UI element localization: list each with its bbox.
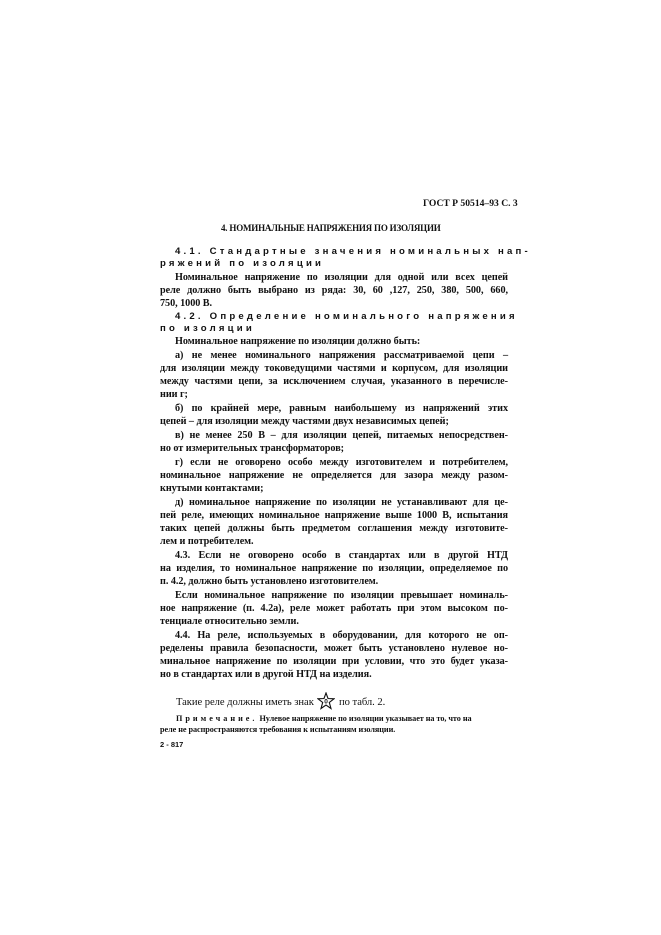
paragraph-line: п. 4.2, должно быть установлено изготовителем. (160, 576, 379, 587)
marking-text-before: Такие реле должны иметь знак (176, 697, 314, 708)
paragraph-line: Номинальное напряжение по изоляции для одной или всех цепей (175, 272, 508, 283)
clause-4-1-heading: 4.1. Стандартные значения номинальных нап- (175, 246, 531, 257)
section-title: 4. НОМИНАЛЬНЫЕ НАПРЯЖЕНИЯ ПО ИЗОЛЯЦИИ (221, 223, 441, 233)
svg-text:0: 0 (324, 698, 329, 706)
paragraph-line: на изделия, то номинальное напряжение по изоляции, определяемое по (160, 563, 508, 574)
paragraph-line: тенциале относительно земли. (160, 616, 299, 627)
paragraph-line: ределены правила безопасности, может быть установлено нулевое но- (160, 643, 508, 654)
note-text-2: реле не распространяются требования к испытаниям изоляции. (160, 725, 396, 734)
note-label: Примечание. (176, 714, 258, 723)
clause-4-2-heading: 4.2. Определение номинального напряжения (175, 311, 518, 322)
marking-text-after: по табл. 2. (339, 697, 386, 708)
clause-4-3: 4.3. Если не оговорено особо в стандартах или в другой НТД (175, 550, 508, 561)
list-item-a: а) не менее номинального напряжения рассматриваемой цепи – (175, 350, 508, 361)
paragraph-line: Если номинальное напряжение по изоляции превышает номиналь- (175, 590, 508, 601)
star-zero-symbol-icon (317, 692, 335, 710)
list-item-d: д) номинальное напряжение по изоляции не устанавливают для це- (175, 497, 508, 508)
paragraph-line: номинальное напряжение не определяется для зазора между разом- (160, 470, 508, 481)
paragraph-line: пей реле, имеющих номинальное напряжение выше 1000 В, испытания (160, 510, 508, 521)
list-item-b: б) по крайней мере, равным наибольшему из напряжений этих (175, 403, 508, 414)
paragraph-line: цепей – для изоляции между частями двух независимых цепей; (160, 416, 449, 427)
paragraph-line: лем и потребителем. (160, 536, 254, 547)
clause-4-1-heading-cont: ряжений по изоляции (160, 258, 325, 269)
paragraph-line: но в стандартах или в другой НТД на изделия. (160, 669, 372, 680)
standard-reference: ГОСТ Р 50514–93 С. 3 (423, 198, 518, 209)
paragraph-line: таких цепей должны быть предметом соглашения между изготовите- (160, 523, 508, 534)
list-item-g: г) если не оговорено особо между изготовителем и потребителем, (175, 457, 508, 468)
paragraph-line: реле должно быть выбрано из ряда: 30, 60 ,127, 250, 380, 500, 660, (160, 285, 508, 296)
clause-4-2-heading-cont: по изоляции (160, 323, 255, 334)
page-code: 2 - 817 (160, 740, 184, 749)
paragraph-line: для изоляции между токоведущими частями и корпусом, для изоляции (160, 363, 508, 374)
note-text-1: Нулевое напряжение по изоляции указывает на то, что на (259, 714, 472, 723)
paragraph-line: 750, 1000 В. (160, 298, 213, 309)
marking-statement (176, 692, 385, 710)
paragraph-line: Номинальное напряжение по изоляции должно быть: (175, 336, 421, 347)
paragraph-line: нии г; (160, 389, 188, 400)
clause-4-4: 4.4. На реле, используемых в оборудовании, для которого не оп- (175, 630, 508, 641)
paragraph-line: ное напряжение (п. 4.2а), реле может работать при этом высоком по- (160, 603, 508, 614)
list-item-v: в) не менее 250 В – для изоляции цепей, питаемых непосредствен- (175, 430, 508, 441)
paragraph-line: но от измерительных трансформаторов; (160, 443, 344, 454)
paragraph-line: кнутыми контактами; (160, 483, 264, 494)
paragraph-line: между частями цепи, за исключением случая, указанного в перечисле- (160, 376, 508, 387)
paragraph-line: минальное напряжение по изоляции при условии, что это будет указа- (160, 656, 508, 667)
